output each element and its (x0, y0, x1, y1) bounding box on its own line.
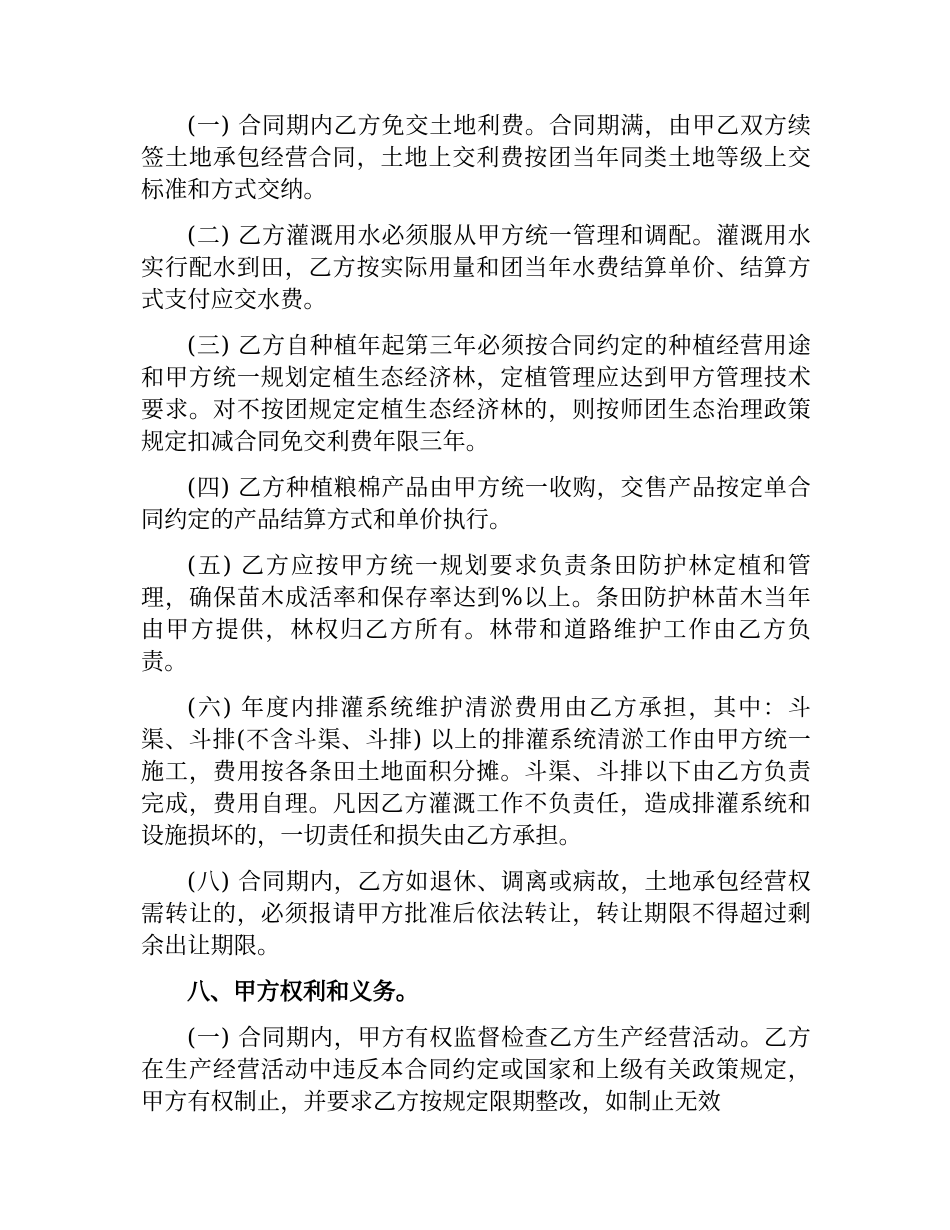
paragraph-shelter-forest: (五) 乙方应按甲方统一规划要求负责条田防护林定植和管理，确保苗木成活率和保存率达到%以上。条田防护林苗木当年由甲方提供，林权归乙方所有。林带和道路维护工作由乙方负责。 (141, 553, 811, 675)
paragraph-ecological-forest: (三) 乙方自种植年起第三年必须按合同约定的种植经营用途和甲方统一规划定植生态经济林，定植管理应达到甲方管理技术要求。对不按团规定定植生态经济林的，则按师团生态治理政策规定扣减合同免交利费年限三年。 (141, 333, 811, 455)
paragraph-supervision: (一) 合同期内，甲方有权监督检查乙方生产经营活动。乙方在生产经营活动中违反本合同约定或国家和上级有关政策规定，甲方有权制止，并要求乙方按规定限期整改，如制止无效 (141, 1025, 811, 1115)
section-heading-party-a-rights: 八、甲方权利和义务。 (187, 978, 419, 1005)
paragraph-water-land-fee: (一) 合同期内乙方免交土地利费。合同期满，由甲乙双方续签土地承包经营合同，土地上交利费按团当年同类土地等级上交标准和方式交纳。 (141, 113, 811, 203)
paragraph-irrigation-water: (二) 乙方灌溉用水必须服从甲方统一管理和调配。灌溉用水实行配水到田，乙方按实际用量和团当年水费结算单价、结算方式支付应交水费。 (141, 223, 811, 313)
paragraph-contract-transfer: (八) 合同期内，乙方如退休、调离或病故，土地承包经营权需转让的，必须报请甲方批准后依法转让，转让期限不得超过剩余出让期限。 (141, 869, 811, 959)
paragraph-grain-cotton-purchase: (四) 乙方种植粮棉产品由甲方统一收购，交售产品按定单合同约定的产品结算方式和单价执行。 (141, 475, 811, 533)
document-page (141, 110, 811, 1132)
paragraph-drainage-maintenance: (六) 年度内排灌系统维护清淤费用由乙方承担，其中：斗渠、斗排(不含斗渠、斗排) 以上的排灌系统清淤工作由甲方统一施工，费用按各条田土地面积分摊。斗渠、斗排以下由乙方负责完成，费用自理。凡因乙方灌溉工作不负责任，造成排灌系统和设施损坏的，一切责任和损失由乙方承担。 (141, 695, 811, 849)
